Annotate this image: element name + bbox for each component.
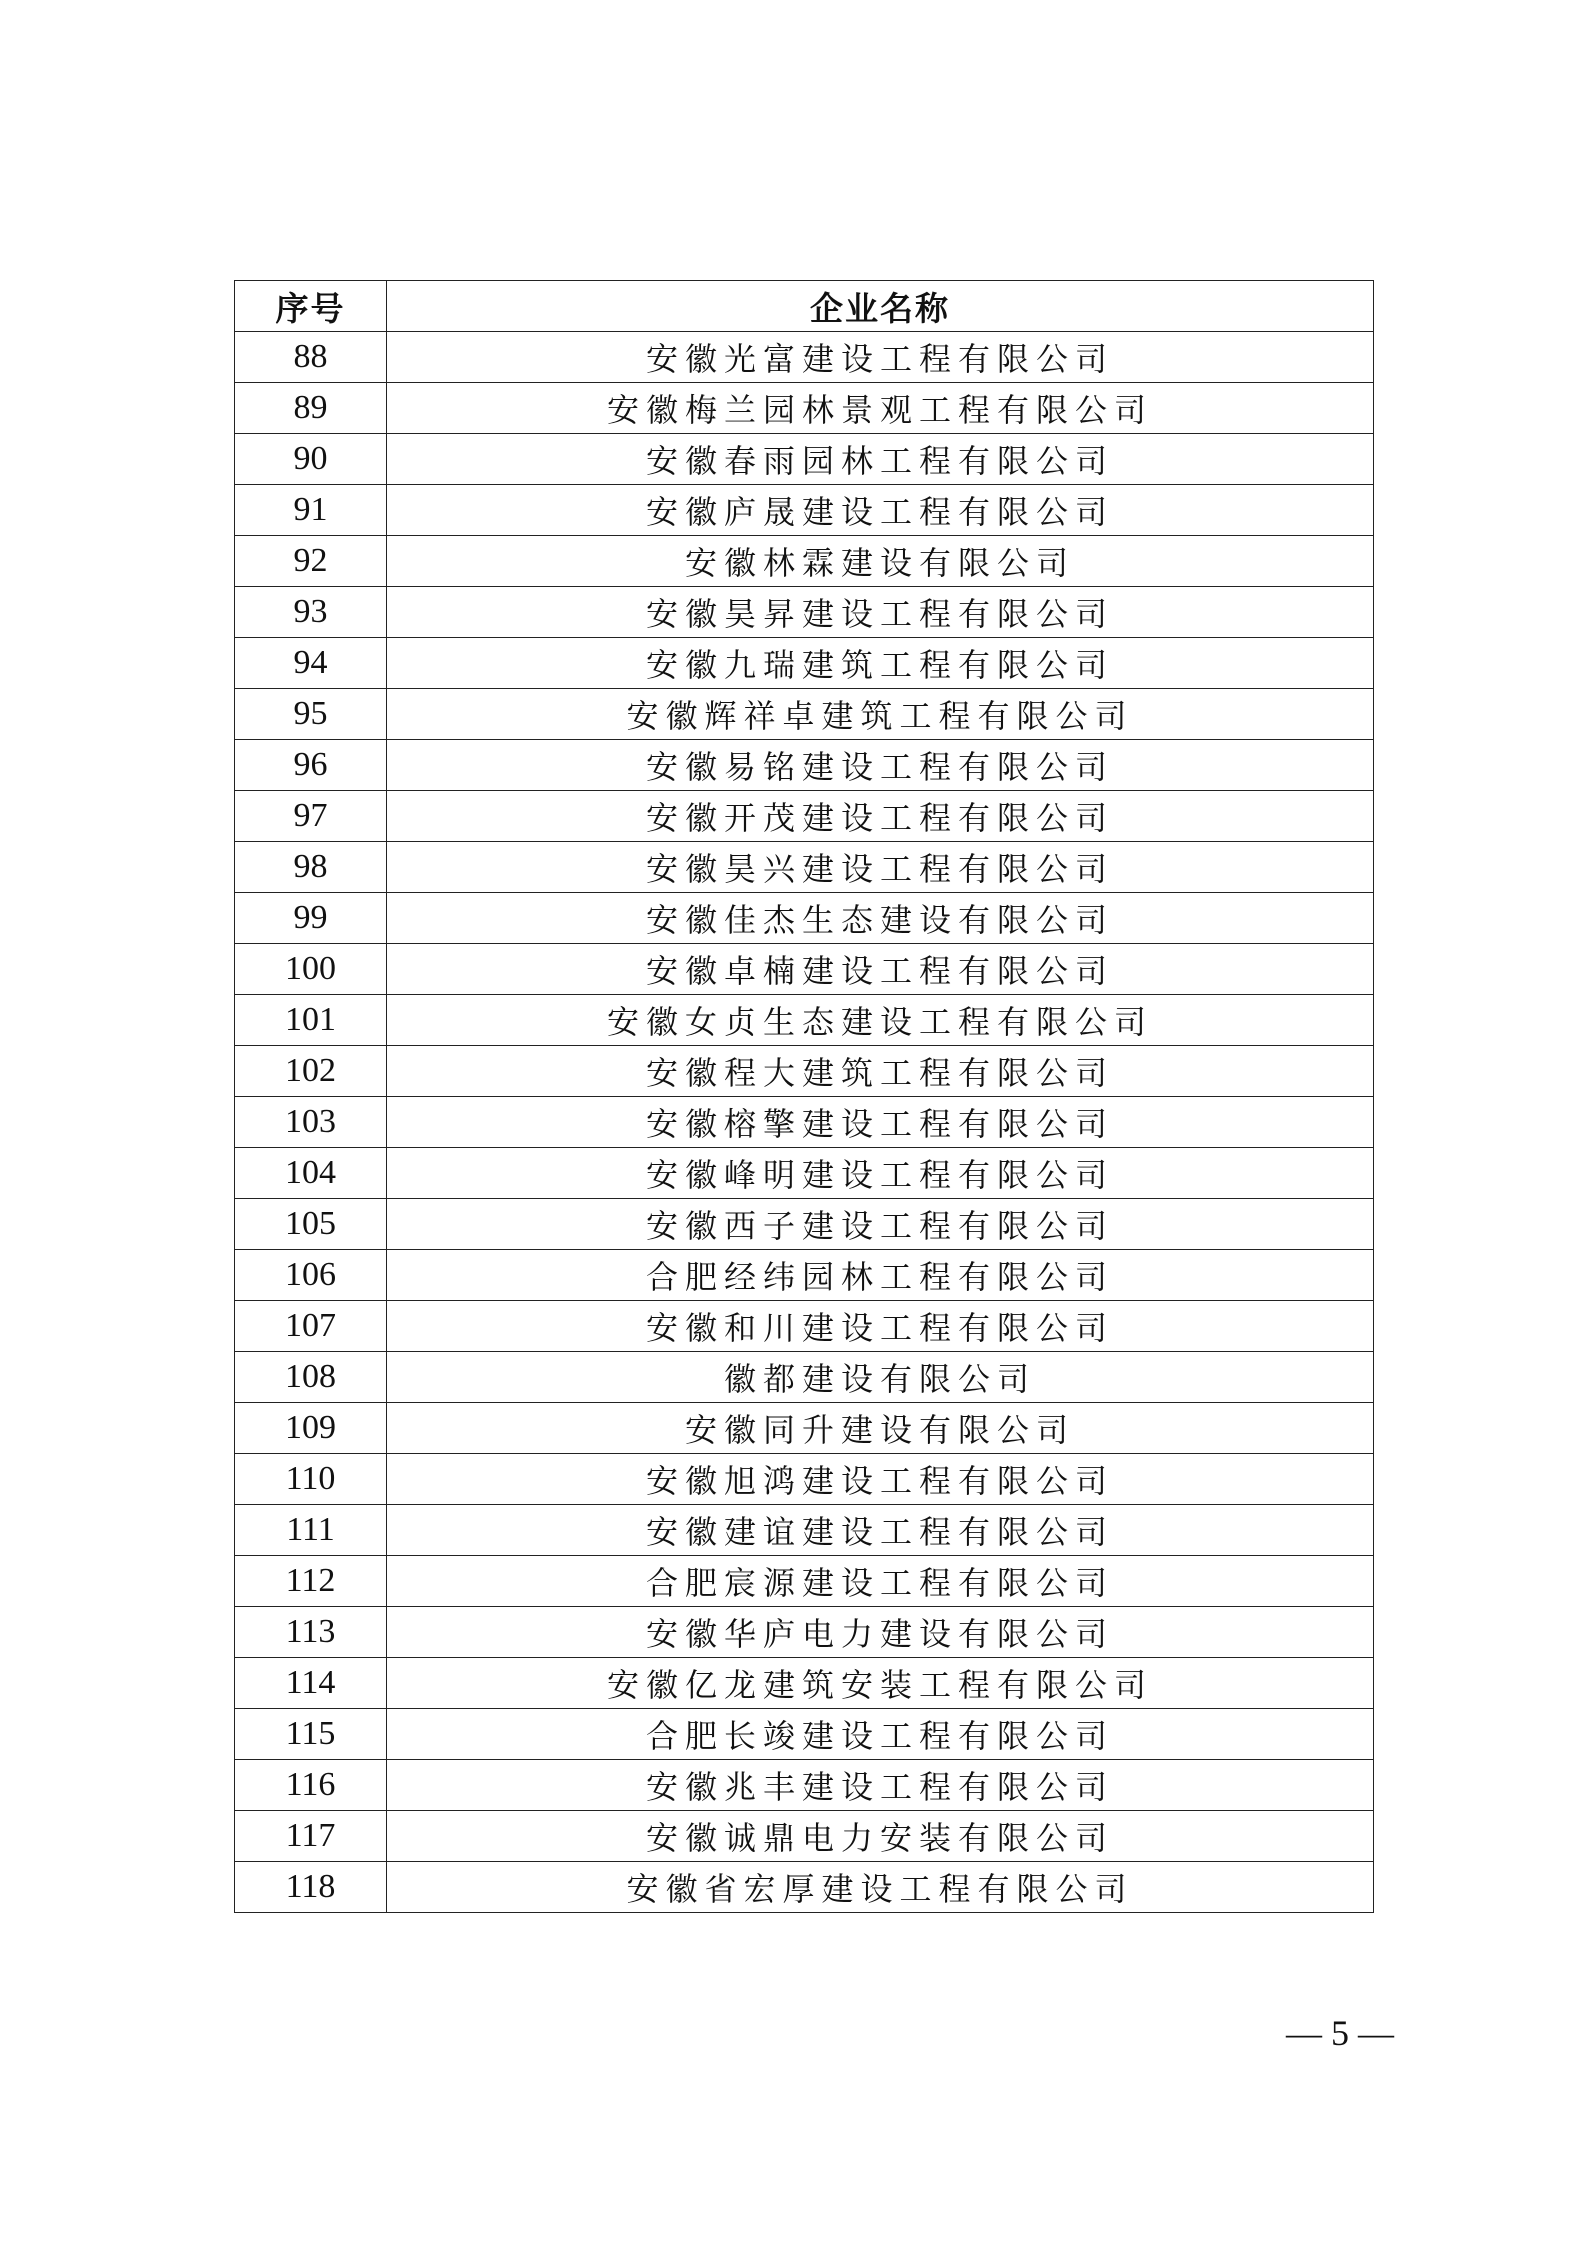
enterprise-name: 合肥经纬园林工程有限公司 [387,1250,1374,1301]
row-number: 106 [235,1250,387,1301]
enterprise-name: 安徽梅兰园林景观工程有限公司 [387,383,1374,434]
enterprise-name: 安徽建谊建设工程有限公司 [387,1505,1374,1556]
row-number: 105 [235,1199,387,1250]
table-header [235,281,1374,332]
table-row [235,1046,1374,1097]
enterprise-name: 安徽兆丰建设工程有限公司 [387,1760,1374,1811]
row-number: 92 [235,536,387,587]
table-row [235,1301,1374,1352]
table-row [235,1556,1374,1607]
enterprise-name: 安徽九瑞建筑工程有限公司 [387,638,1374,689]
enterprise-name: 安徽开茂建设工程有限公司 [387,791,1374,842]
table-row [235,1607,1374,1658]
row-number: 93 [235,587,387,638]
enterprise-name: 安徽庐晟建设工程有限公司 [387,485,1374,536]
enterprise-name: 安徽和川建设工程有限公司 [387,1301,1374,1352]
table-row [235,536,1374,587]
row-number: 98 [235,842,387,893]
table-row [235,1760,1374,1811]
enterprise-name: 安徽省宏厚建设工程有限公司 [387,1862,1374,1913]
row-number: 94 [235,638,387,689]
table-row [235,1709,1374,1760]
table-row [235,842,1374,893]
table-row [235,791,1374,842]
row-number: 113 [235,1607,387,1658]
header-enterprise-name: 企业名称 [387,281,1374,332]
table-row [235,1250,1374,1301]
enterprise-name: 安徽昊兴建设工程有限公司 [387,842,1374,893]
table-row [235,1097,1374,1148]
enterprise-name: 安徽诚鼎电力安装有限公司 [387,1811,1374,1862]
enterprise-name: 合肥长竣建设工程有限公司 [387,1709,1374,1760]
row-number: 103 [235,1097,387,1148]
table-row [235,434,1374,485]
row-number: 112 [235,1556,387,1607]
row-number: 99 [235,893,387,944]
row-number: 118 [235,1862,387,1913]
table-row [235,1811,1374,1862]
table-row [235,689,1374,740]
row-number: 96 [235,740,387,791]
page-number: — 5 — [1286,2013,1394,2053]
enterprise-name: 安徽林霖建设有限公司 [387,536,1374,587]
enterprise-name: 安徽佳杰生态建设有限公司 [387,893,1374,944]
enterprise-name: 安徽卓楠建设工程有限公司 [387,944,1374,995]
row-number: 110 [235,1454,387,1505]
enterprise-name: 安徽同升建设有限公司 [387,1403,1374,1454]
row-number: 114 [235,1658,387,1709]
enterprise-name: 安徽榕擎建设工程有限公司 [387,1097,1374,1148]
table-row [235,383,1374,434]
table-row [235,740,1374,791]
table-row [235,1148,1374,1199]
table-row [235,944,1374,995]
row-number: 102 [235,1046,387,1097]
enterprise-name: 安徽易铭建设工程有限公司 [387,740,1374,791]
row-number: 107 [235,1301,387,1352]
row-number: 108 [235,1352,387,1403]
table-row [235,1454,1374,1505]
enterprise-name: 安徽辉祥卓建筑工程有限公司 [387,689,1374,740]
enterprise-name: 合肥宸源建设工程有限公司 [387,1556,1374,1607]
table-row [235,893,1374,944]
enterprise-name: 安徽华庐电力建设有限公司 [387,1607,1374,1658]
table-body [235,332,1374,1913]
row-number: 104 [235,1148,387,1199]
row-number: 115 [235,1709,387,1760]
table-row [235,332,1374,383]
enterprise-name: 安徽亿龙建筑安装工程有限公司 [387,1658,1374,1709]
table-header-row [235,281,1374,332]
row-number: 100 [235,944,387,995]
enterprise-table [234,280,1374,1913]
row-number: 111 [235,1505,387,1556]
row-number: 101 [235,995,387,1046]
enterprise-name: 安徽光富建设工程有限公司 [387,332,1374,383]
table-row [235,638,1374,689]
enterprise-name: 安徽春雨园林工程有限公司 [387,434,1374,485]
row-number: 89 [235,383,387,434]
row-number: 91 [235,485,387,536]
row-number: 97 [235,791,387,842]
table-row [235,1403,1374,1454]
enterprise-name: 安徽峰明建设工程有限公司 [387,1148,1374,1199]
row-number: 116 [235,1760,387,1811]
enterprise-name: 安徽西子建设工程有限公司 [387,1199,1374,1250]
table-row [235,1862,1374,1913]
row-number: 95 [235,689,387,740]
table-row [235,485,1374,536]
row-number: 88 [235,332,387,383]
enterprise-name: 安徽程大建筑工程有限公司 [387,1046,1374,1097]
table-row [235,587,1374,638]
enterprise-name: 徽都建设有限公司 [387,1352,1374,1403]
header-number: 序号 [235,281,387,332]
row-number: 117 [235,1811,387,1862]
table-row [235,995,1374,1046]
row-number: 90 [235,434,387,485]
row-number: 109 [235,1403,387,1454]
enterprise-name: 安徽昊昇建设工程有限公司 [387,587,1374,638]
table-row [235,1352,1374,1403]
table-row [235,1505,1374,1556]
table-row [235,1199,1374,1250]
enterprise-name: 安徽女贞生态建设工程有限公司 [387,995,1374,1046]
enterprise-name: 安徽旭鸿建设工程有限公司 [387,1454,1374,1505]
table-row [235,1658,1374,1709]
